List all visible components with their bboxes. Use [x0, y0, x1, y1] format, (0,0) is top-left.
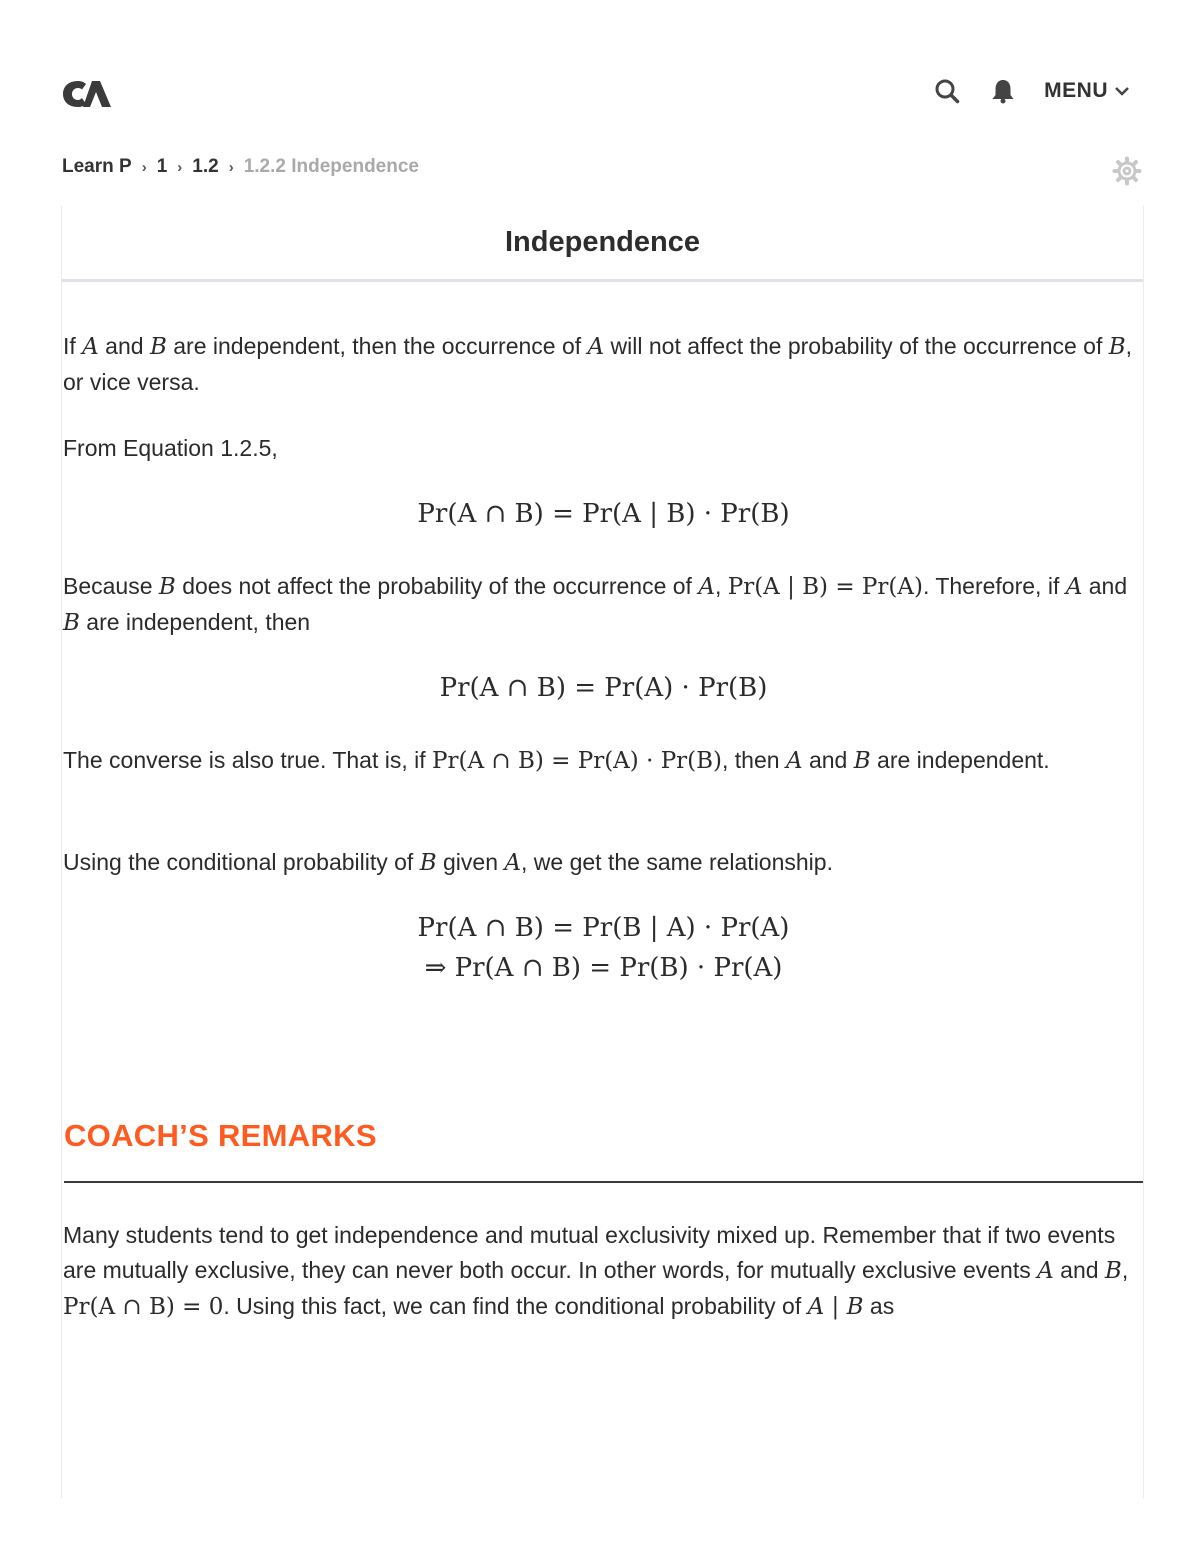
- top-bar: [62, 72, 1138, 116]
- search-icon[interactable]: [932, 76, 962, 106]
- breadcrumb: [62, 156, 419, 178]
- breadcrumb-item-1[interactable]: 1: [156, 156, 168, 177]
- coach-remarks-title: COACH’S REMARKS: [64, 1118, 377, 1153]
- paragraph-because: Because B does not affect the probability of the occurrence of A, Pr(A | B) = Pr(A). Therefore, if A and B are independent, then: [63, 573, 1128, 636]
- breadcrumb-item-1-2[interactable]: 1.2: [192, 156, 219, 177]
- paragraph-converse: The converse is also true. That is, if Pr(A ∩ B) = Pr(A) · Pr(B), then A and B are independent.: [63, 747, 1050, 774]
- breadcrumb-separator: ›: [228, 158, 234, 176]
- logo-icon[interactable]: [62, 78, 112, 110]
- breadcrumb-item-learn-p[interactable]: Learn P: [62, 156, 132, 177]
- bell-icon[interactable]: [988, 76, 1018, 106]
- paragraph-conditional-b-given-a: Using the conditional probability of B given A, we get the same relationship.: [63, 849, 833, 876]
- paragraph-from-equation: From Equation 1.2.5,: [63, 435, 278, 461]
- equation-multiplication-rule: Pr(A ∩ B) = Pr(A | B) · Pr(B): [417, 499, 790, 529]
- paragraph-independence-definition: If A and B are independent, then the occurrence of A will not affect the probability of the occurrence of B, or vice versa.: [63, 333, 1133, 395]
- equation-conditional-line-2: ⇒ Pr(A ∩ B) = Pr(B) · Pr(A): [424, 953, 783, 983]
- menu-button[interactable]: [1044, 79, 1130, 103]
- menu-label: MENU: [1044, 79, 1108, 102]
- top-actions: [932, 76, 1130, 106]
- page-title: Independence: [505, 226, 700, 258]
- equation-conditional-line-1: Pr(A ∩ B) = Pr(B | A) · Pr(A): [417, 913, 790, 943]
- gear-icon[interactable]: [1112, 156, 1142, 186]
- content-card: [61, 206, 1144, 1498]
- breadcrumb-current: 1.2.2 Independence: [243, 156, 419, 177]
- coach-remarks-paragraph: Many students tend to get independence and mutual exclusivity mixed up. Remember that if two events are mutually exclusive, they can never both occur. In other words, for mutually exclusive events A and B, Pr(A ∩ B) = 0. Using this fact, we can find the conditional probability of A | B as: [63, 1222, 1129, 1320]
- breadcrumb-separator: ›: [141, 158, 147, 176]
- card-header: [62, 206, 1143, 282]
- coach-remarks-divider: [64, 1181, 1143, 1183]
- equation-independence: Pr(A ∩ B) = Pr(A) · Pr(B): [439, 673, 768, 703]
- breadcrumb-separator: ›: [177, 158, 183, 176]
- chevron-down-icon: [1114, 85, 1130, 97]
